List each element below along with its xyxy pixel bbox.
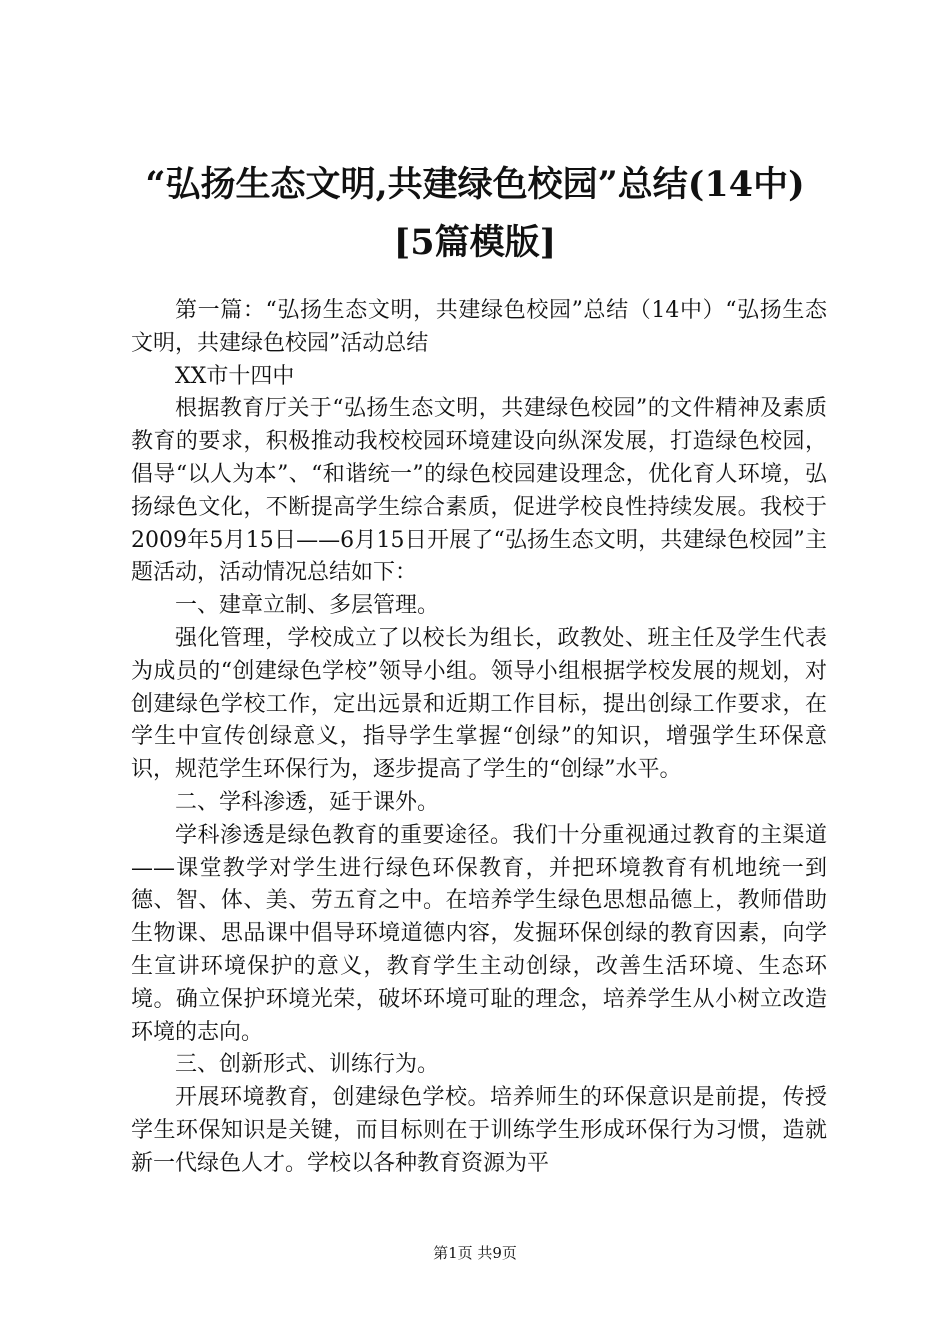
paragraph-section-2: 学科渗透是绿色教育的重要途径。我们十分重视通过教育的主渠道——课堂教学对学生进行绿色环保教育，并把环境教育有机地统一到德、智、体、美、劳五育之中。在培养学生绿色思想品德上，教师借助生物课、思品课中倡导环境道德内容，发掘环保创绿的教育因素，向学生宣讲环境保护的意义，教育学生主动创绿，改善生活环境、生态环境。确立保护环境光荣，破坏环境可耻的理念，培养学生从小树立改造环境的志向。 xyxy=(131,822,827,1045)
paragraph-intro: 根据教育厅关于“弘扬生态文明，共建绿色校园”的文件精神及素质教育的要求，积极推动我校校园环境建设向纵深发展，打造绿色校园，倡导“以人为本”、“和谐统一”的绿色校园建设理念，优化育人环境，弘扬绿色文化，不断提高学生综合素质，促进学校良性持续发展。我校于2009年5月15日——6月15日开展了“弘扬生态文明，共建绿色校园”主题活动，活动情况总结如下： xyxy=(131,396,827,586)
section-heading-2: 二、学科渗透，延于课外。 xyxy=(175,789,440,815)
document-title-line-1: “弘扬生态文明,共建绿色校园”总结(14中) xyxy=(145,164,805,205)
paragraph-school-name: XX市十四中 xyxy=(175,363,295,389)
paragraph-section-1: 强化管理，学校成立了以校长为组长，政教处、班主任及学生代表为成员的“创建绿色学校”领导小组。领导小组根据学校发展的规划，对创建绿色学校工作，定出远景和近期工作目标，提出创绿工作要求，在学生中宣传创绿意义，指导学生掌握“创绿”的知识，增强学生环保意识，规范学生环保行为，逐步提高了学生的“创绿”水平。 xyxy=(131,625,827,783)
document-title-line-2: [5篇模版] xyxy=(393,222,557,263)
page-footer: 第1页 共9页 xyxy=(433,1244,517,1262)
paragraph-chapter-heading: 第一篇：“弘扬生态文明，共建绿色校园”总结（14中）“弘扬生态文明，共建绿色校园”活动总结 xyxy=(131,298,827,356)
paragraph-section-3: 开展环境教育，创建绿色学校。培养师生的环保意识是前提，传授学生环保知识是关键，而目标则在于训练学生形成环保行为习惯，造就新一代绿色人才。学校以各种教育资源为平 xyxy=(131,1085,827,1176)
section-heading-1: 一、建章立制、多层管理。 xyxy=(175,593,440,619)
document-body xyxy=(131,295,827,1181)
section-heading-3: 三、创新形式、训练行为。 xyxy=(175,1052,440,1078)
